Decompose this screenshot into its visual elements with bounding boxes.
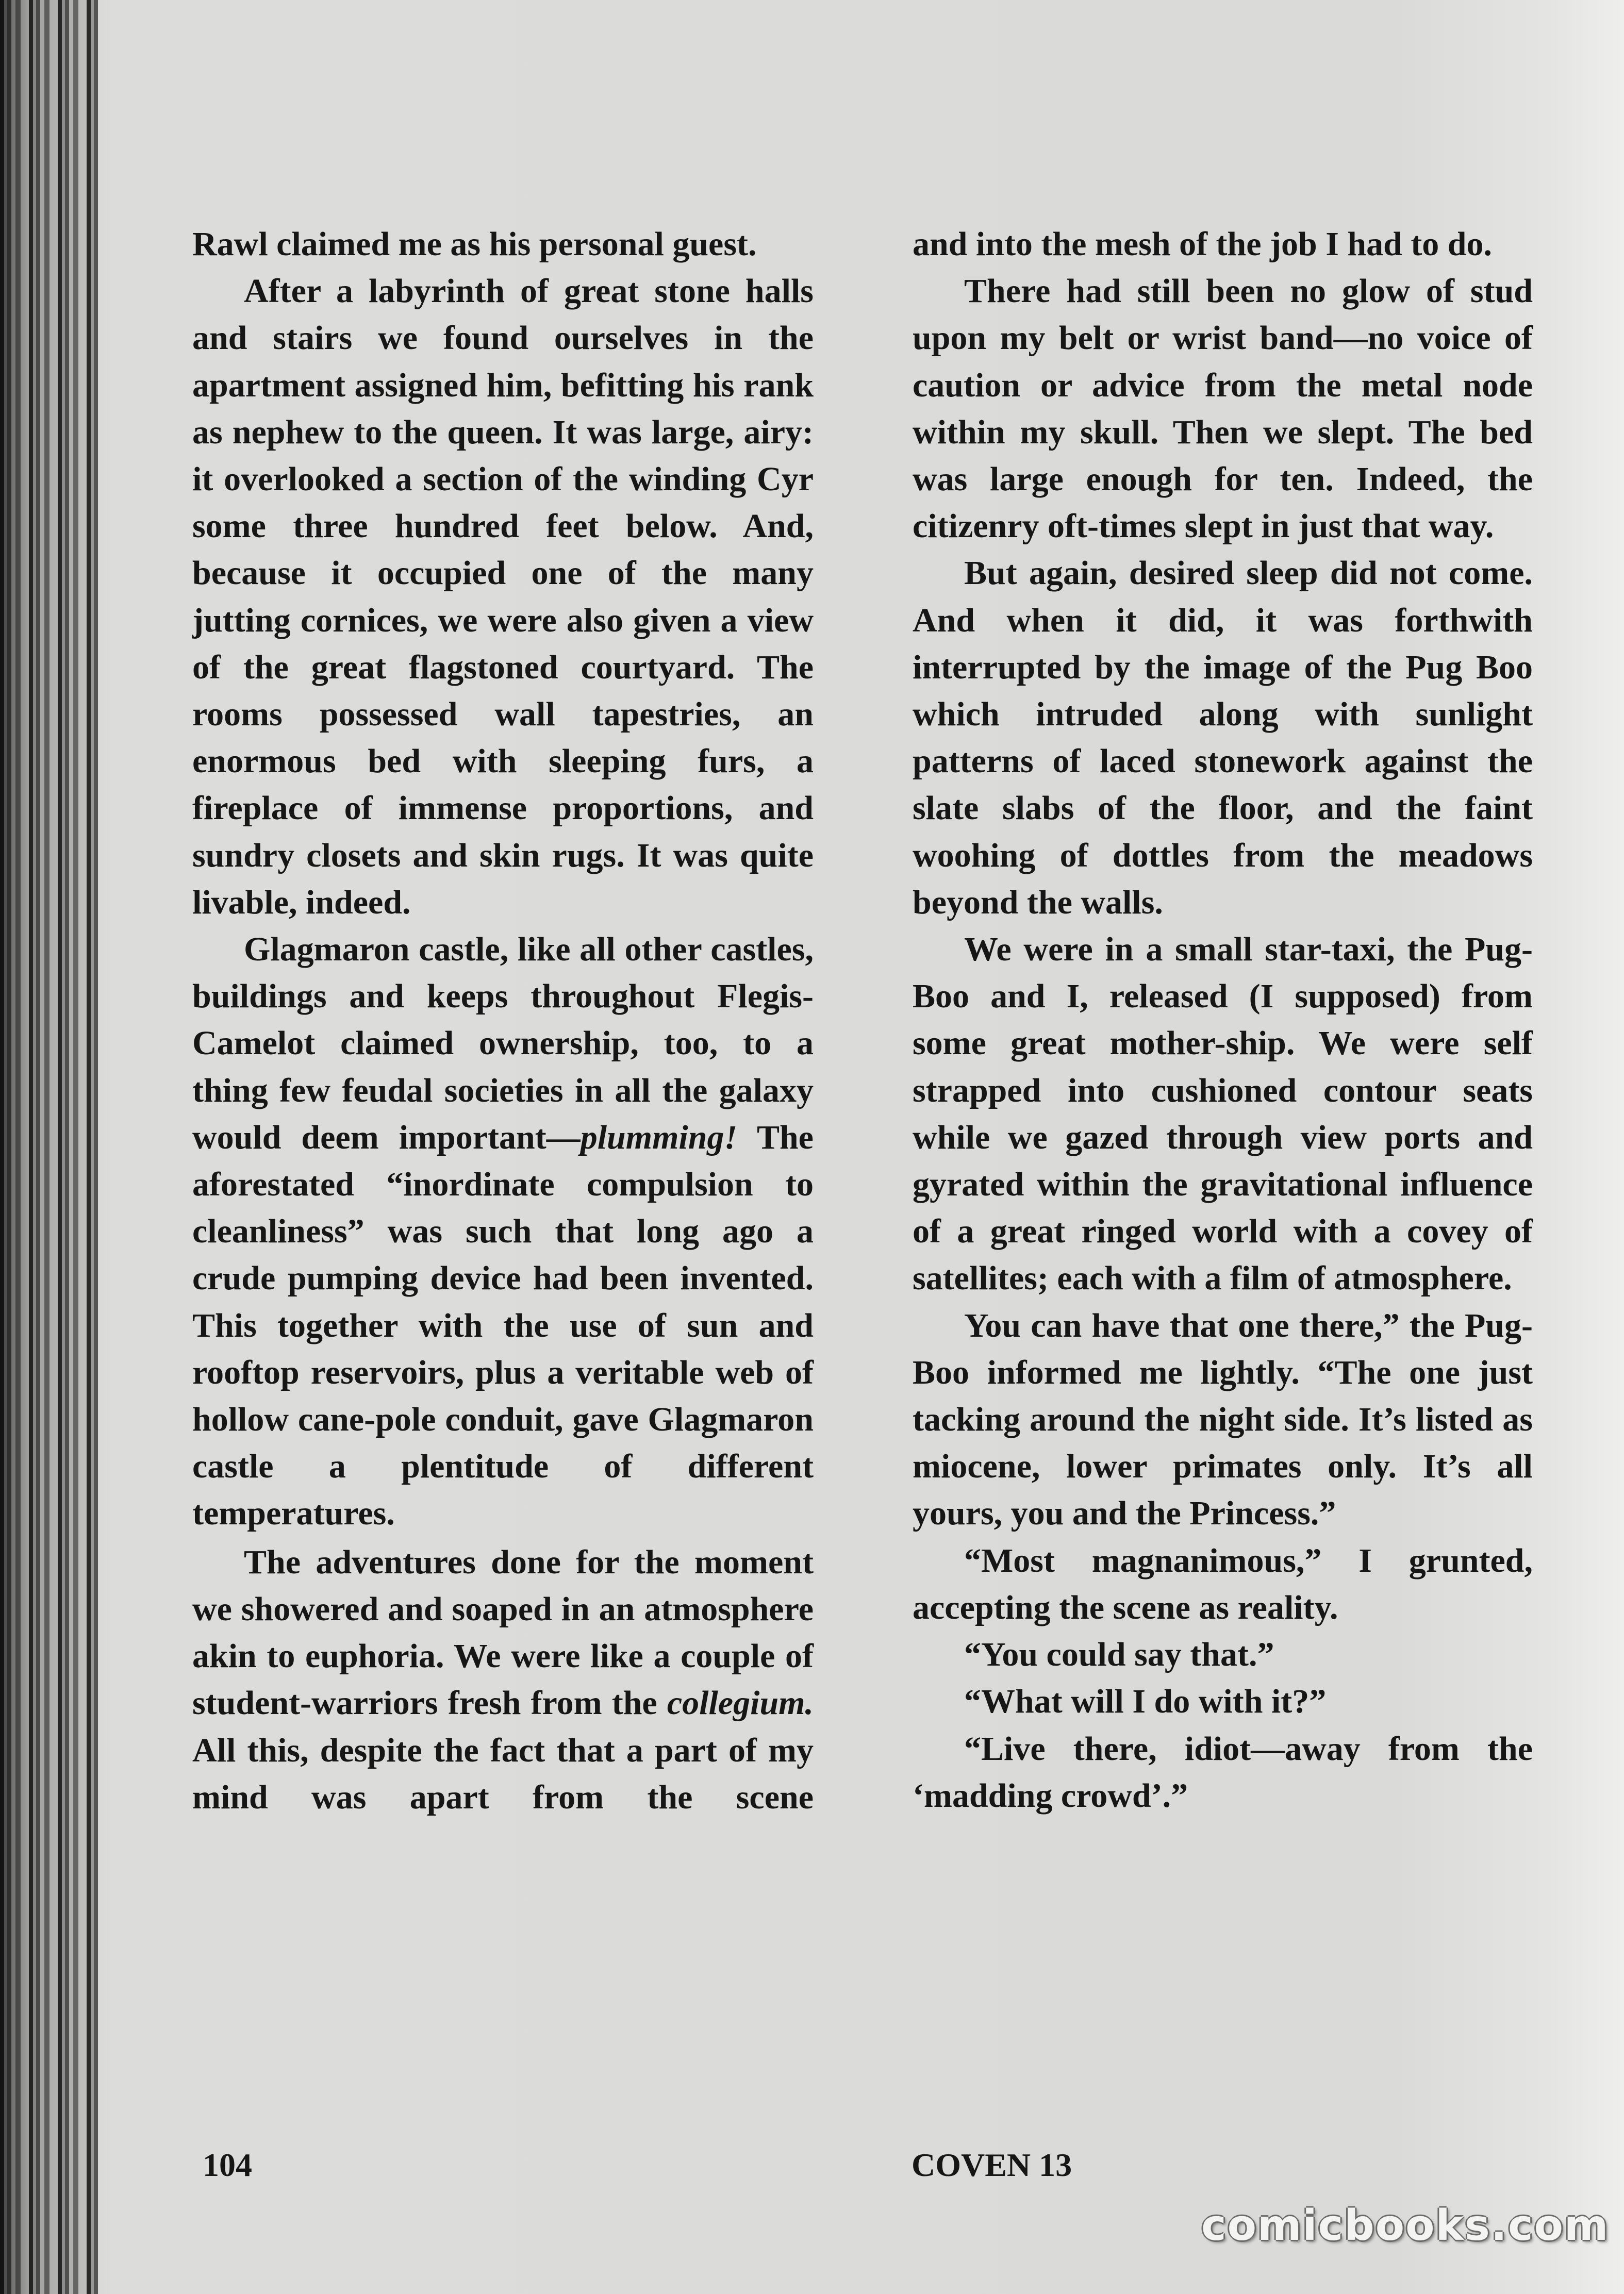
watermark-logo: comicbooks.com [1201, 2201, 1610, 2250]
paragraph [192, 926, 814, 1537]
paragraph: “You could say that.” [964, 1636, 1274, 1674]
paragraph: “What will I do with it?” [964, 1683, 1327, 1721]
paragraph-text: The aforestated “inordinate compulsion to cleanliness” was such that long ago a crude pumping device had been invented. This together with the use of sun and rooftop reservoirs, plus a veritable web of hollow cane-pole conduit, gave Glagmaron castle a plentitude of different temperatures. [192, 1118, 814, 1533]
paragraph: “Most magnanimous,” I grunted, accepting the scene as reality. [913, 1541, 1533, 1626]
paragraph-text: All this, despite the fact that a part of my mind was apart from the scene [192, 1731, 814, 1816]
paragraph: We were in a small star-taxi, the Pug-Boo and I, released (I supposed) from some great mother-ship. We were self strapped into cushioned contour seats while we gazed through view ports and gyrated within the gravitational influence of a great ringed world with a covey of satellites; each with a film of atmosphere. [913, 930, 1533, 1298]
emphasis-text: plumming! [580, 1118, 738, 1156]
page-number: 104 [203, 2147, 252, 2183]
right-text-column [913, 221, 1533, 1819]
paragraph: You can have that one there,” the Pug-Boo informed me lightly. “The one just tacking around the night side. It’s listed as miocene, lower primates only. It’s all yours, you and the Princess.” [913, 1306, 1533, 1533]
paragraph [192, 1539, 814, 1821]
emphasis-text: collegium. [667, 1684, 814, 1722]
paragraph-text: Glagmaron castle, like all other castles, buildings and keeps throughout Flegis-Camelot claimed ownership, too, to a thing few feudal societies in all the galaxy would deem important— [192, 930, 814, 1156]
book-spine-binding [0, 0, 98, 2294]
paragraph: Rawl claimed me as his personal guest. [192, 225, 757, 263]
paragraph-text: The adventures done for the moment we showered and soaped in an atmosphere akin to euphoria. We were like a couple of student-warriors fresh from the [192, 1543, 814, 1722]
paragraph: There had still been no glow of stud upon my belt or wrist band—no voice of caution or advice from the metal node within my skull. Then we slept. The bed was large enough for ten. Indeed, the citizenry oft-times slept in just that way. [913, 272, 1533, 545]
left-text-column [192, 221, 814, 1821]
running-title: COVEN 13 [912, 2147, 1072, 2183]
paragraph: and into the mesh of the job I had to do. [913, 225, 1492, 263]
paragraph: “Live there, idiot—away from the ‘madding crowd’.” [913, 1730, 1533, 1815]
paragraph: After a labyrinth of great stone halls and stairs we found ourselves in the apartment assigned him, befitting his rank as nephew to the queen. It was large, airy: it overlooked a section of the winding Cyr some three hundred feet below. And, because it occupied one of the many jutting cornices, we were also given a view of the great flagstoned courtyard. The rooms possessed wall tapestries, an enormous bed with sleeping furs, a fireplace of immense proportions, and sundry closets and skin rugs. It was quite livable, indeed. [192, 272, 814, 921]
paragraph: But again, desired sleep did not come. And when it did, it was forthwith interrupted by the image of the Pug Boo which intruded along with sunlight patterns of laced stonework against the slate slabs of the floor, and the faint woohing of dottles from the meadows beyond the walls. [913, 554, 1533, 921]
